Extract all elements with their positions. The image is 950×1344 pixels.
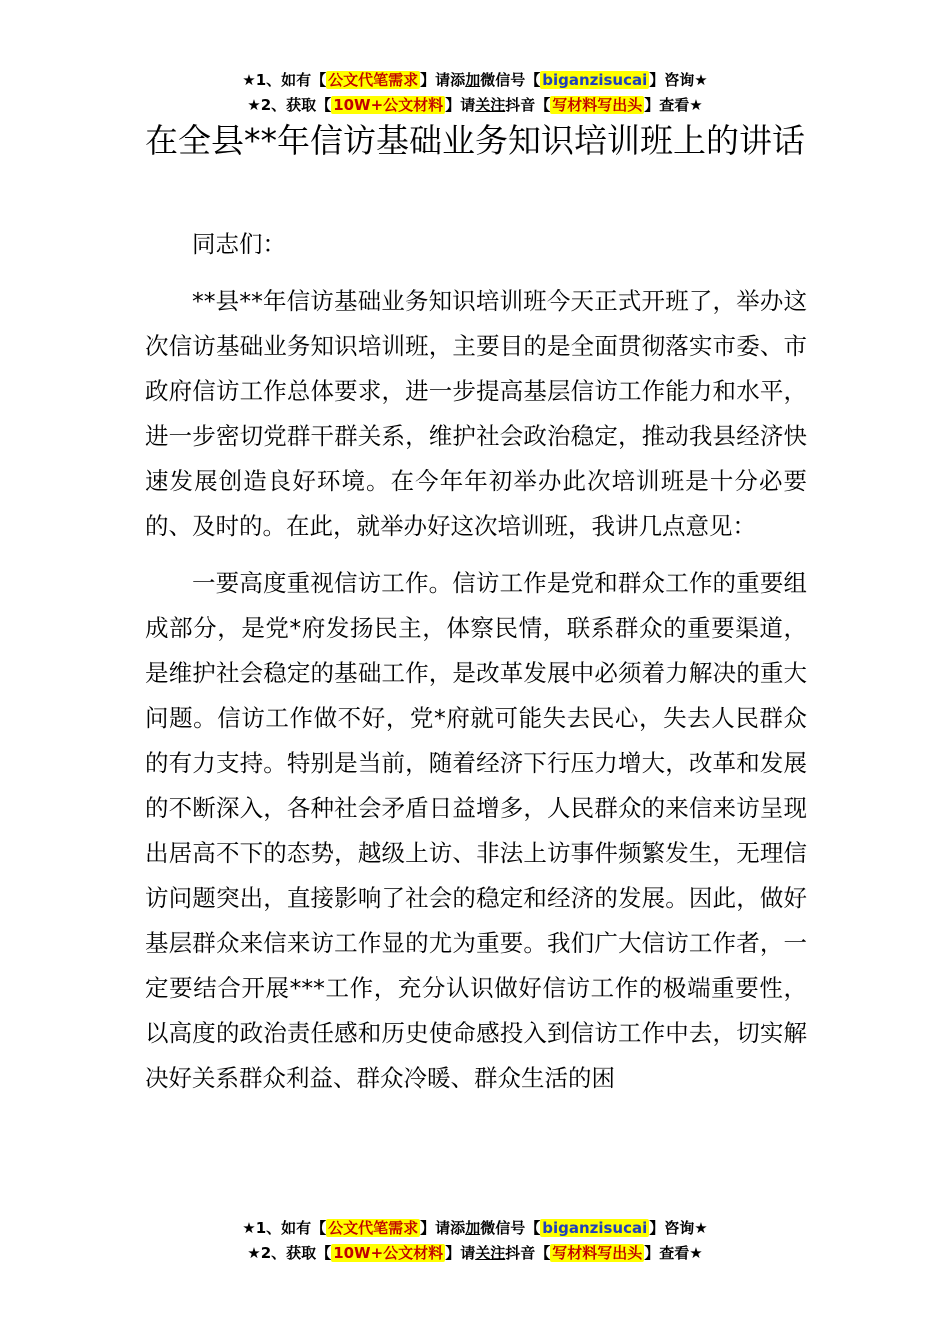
paragraph: 一要高度重视信访工作。信访工作是党和群众工作的重要组成部分，是党*府发扬民主，体察民情，联系群众的重要渠道，是维护社会稳定的基础工作，是改革发展中必须着力解决的重大问题。信访工作做不好，党*府就可能失去民心，失去人民群众的有力支持。特别是当前，随着经济下行压力增大，改革和发展的不断深入，各种社会矛盾日益增多，人民群众的来信来访呈现出居高不下的态势，越级上访、非法上访事件频繁发生，无理信访问题突出，直接影响了社会的稳定和经济的发展。因此，做好基层群众来信来访工作显的尤为重要。我们广大信访工作者，一定要结合开展***工作，充分认识做好信访工作的极端重要性，以高度的政治责任感和历史使命感投入到信访工作中去，切实解决好关系群众利益、群众冷暖、群众生活的困: [145, 569, 807, 1092]
banner-text: 微信号【: [480, 71, 541, 89]
banner-line-2: [0, 1241, 950, 1266]
banner-text: 抖音【: [505, 1244, 551, 1262]
document-title: 在全县**年信访基础业务知识培训班上的讲话: [145, 121, 805, 160]
banner-text: ★1、如有【: [242, 71, 327, 89]
banner-text: 】请添: [420, 1219, 466, 1237]
banner-text: 】请添: [420, 71, 466, 89]
banner-underlined-text: 加: [465, 71, 481, 89]
banner-underlined-text: 加: [465, 1219, 481, 1237]
banner-text: 】请: [445, 1244, 476, 1262]
banner-text: 】查看★: [644, 1244, 703, 1262]
highlight-douyin-account: 写材料写出头: [552, 1244, 643, 1262]
banner-text: 】咨询★: [649, 1219, 708, 1237]
banner-line-1: [0, 68, 950, 93]
highlight-ghostwriting: 公文代笔需求: [328, 71, 419, 89]
paragraph: **县**年信访基础业务知识培训班今天正式开班了，举办这次信访基础业务知识培训班，主要目的是全面贯彻落实市委、市政府信访工作总体要求，进一步提高基层信访工作能力和水平，进一步密切党群干群关系，维护社会政治稳定，推动我县经济快速发展创造良好环境。在今年年初举办此次培训班是十分必要的、及时的。在此，就举办好这次培训班，我讲几点意见：: [145, 287, 807, 540]
highlight-wechat-id: biganzisucai: [542, 1219, 648, 1237]
banner-text: 】咨询★: [649, 71, 708, 89]
banner-line-1: [0, 1216, 950, 1241]
salutation: 同志们：: [192, 230, 286, 258]
footer-banner: [0, 1216, 950, 1266]
banner-text: 微信号【: [480, 1219, 541, 1237]
banner-text: 抖音【: [505, 96, 551, 114]
banner-underlined-text: 关注: [475, 96, 506, 114]
highlight-douyin-account: 写材料写出头: [552, 96, 643, 114]
highlight-materials: 10W+公文材料: [333, 96, 444, 114]
highlight-wechat-id: biganzisucai: [542, 71, 648, 89]
banner-text: ★1、如有【: [242, 1219, 327, 1237]
banner-line-2: [0, 93, 950, 118]
header-banner: [0, 68, 950, 118]
document-body: [145, 222, 807, 1113]
banner-text: ★2、获取【: [247, 1244, 332, 1262]
banner-text: ★2、获取【: [247, 96, 332, 114]
highlight-ghostwriting: 公文代笔需求: [328, 1219, 419, 1237]
highlight-materials: 10W+公文材料: [333, 1244, 444, 1262]
banner-underlined-text: 关注: [475, 1244, 506, 1262]
banner-text: 】查看★: [644, 96, 703, 114]
banner-text: 】请: [445, 96, 476, 114]
